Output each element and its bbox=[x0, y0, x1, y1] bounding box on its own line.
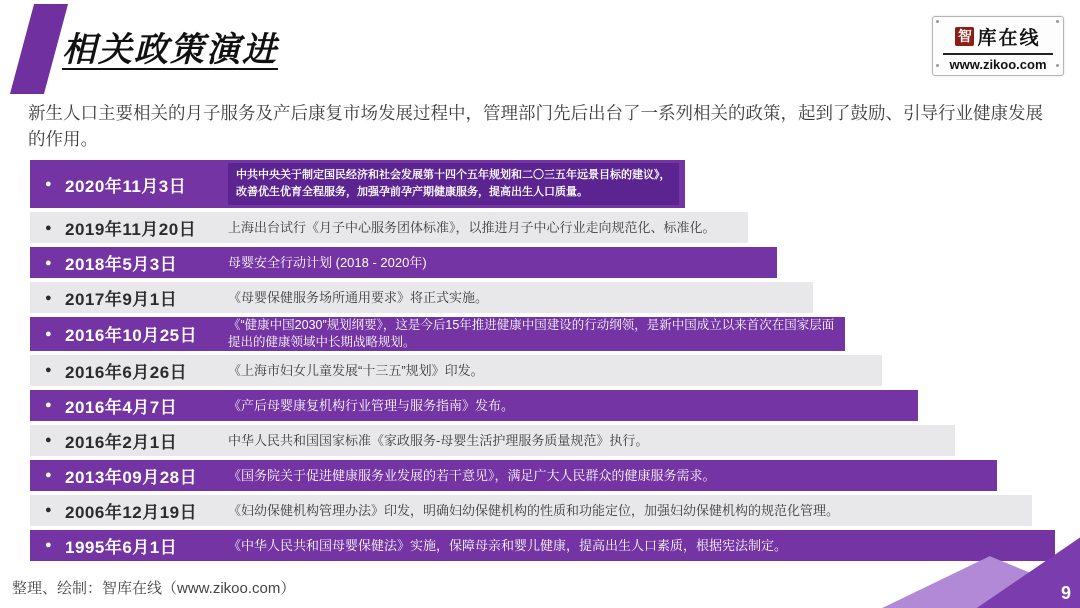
timeline-row bbox=[30, 460, 997, 491]
timeline-date: 2016年10月25日 bbox=[65, 326, 198, 346]
bullet-icon: ● bbox=[45, 364, 52, 377]
timeline-row bbox=[30, 425, 955, 456]
footer-credit: 整理、绘制：智库在线（www.zikoo.com） bbox=[12, 580, 296, 597]
timeline-row bbox=[30, 247, 777, 278]
timeline-date: 2006年12月19日 bbox=[65, 502, 198, 522]
timeline-date: 2016年4月7日 bbox=[65, 397, 178, 417]
header-accent-stripe bbox=[10, 4, 68, 94]
timeline-text: 《产后母婴康复机构行业管理与服务指南》发布。 bbox=[228, 397, 515, 413]
timeline-text: 中共中央关于制定国民经济和社会发展第十四个五年规划和二〇三五年远景目标的建议》，改善优生优育全程服务，加强孕前孕产期健康服务，提高出生人口质量。 bbox=[228, 163, 679, 205]
timeline-date: 2013年09月28日 bbox=[65, 467, 198, 487]
policy-timeline bbox=[30, 160, 1055, 561]
timeline-row bbox=[30, 160, 685, 208]
timeline-row bbox=[30, 355, 882, 386]
bullet-icon: ● bbox=[45, 256, 52, 269]
bullet-icon: ● bbox=[45, 327, 52, 340]
bullet-icon: ● bbox=[45, 469, 52, 482]
timeline-text: 中华人民共和国国家标准《家政服务-母婴生活护理服务质量规范》执行。 bbox=[228, 432, 649, 448]
bullet-icon: ● bbox=[45, 178, 52, 191]
timeline-date: 2020年11月3日 bbox=[65, 176, 187, 196]
timeline-text: 《国务院关于促进健康服务业发展的若干意见》，满足广大人民群众的健康服务需求。 bbox=[228, 467, 716, 483]
timeline-text: 《母婴保健服务场所通用要求》将正式实施。 bbox=[228, 289, 489, 305]
timeline-date: 2019年11月20日 bbox=[65, 220, 197, 240]
intro-paragraph: 新生人口主要相关的月子服务及产后康复市场发展过程中，管理部门先后出台了一系列相关的政策，起到了鼓励、引导行业健康发展的作用。 bbox=[28, 103, 1043, 150]
bullet-icon: ● bbox=[45, 399, 52, 412]
bullet-icon: ● bbox=[45, 504, 52, 517]
timeline-row bbox=[30, 212, 748, 243]
timeline-text: 《“健康中国2030”规划纲要》，这是今后15年推进健康中国建设的行动纲领，是新中国成立以来首次在国家层面提出的健康领域中长期战略规划。 bbox=[228, 318, 835, 349]
timeline-text: 母婴安全行动计划 (2018 - 2020年) bbox=[228, 254, 427, 270]
logo-brand bbox=[943, 23, 1053, 55]
timeline-row bbox=[30, 317, 845, 351]
logo-brand-icon: 智 bbox=[955, 27, 974, 46]
timeline-row bbox=[30, 282, 813, 313]
corner-decoration bbox=[865, 536, 1080, 608]
bullet-icon: ● bbox=[45, 291, 52, 304]
timeline-date: 2018年5月3日 bbox=[65, 255, 178, 275]
logo-brand-text: 库在线 bbox=[977, 28, 1041, 49]
timeline-text: 《中华人民共和国母婴保健法》实施，保障母亲和婴儿健康，提高出生人口素质，根据宪法制定。 bbox=[228, 537, 788, 553]
timeline-text: 上海出台试行《月子中心服务团体标准》，以推进月子中心行业走向规范化、标准化。 bbox=[228, 219, 716, 235]
bullet-icon: ● bbox=[45, 221, 52, 234]
timeline-date: 2016年2月1日 bbox=[65, 432, 178, 452]
zikoo-logo bbox=[932, 16, 1064, 76]
timeline-date: 2017年9月1日 bbox=[65, 290, 178, 310]
timeline-date: 1995年6月1日 bbox=[65, 537, 178, 557]
timeline-row bbox=[30, 495, 1032, 526]
timeline-row bbox=[30, 390, 918, 421]
logo-url: www.zikoo.com bbox=[949, 57, 1047, 72]
timeline-text: 《上海市妇女儿童发展“十三五”规划》印发。 bbox=[228, 362, 484, 378]
bullet-icon: ● bbox=[45, 434, 52, 447]
timeline-text: 《妇幼保健机构管理办法》印发，明确妇幼保健机构的性质和功能定位，加强妇幼保健机构的规范化管理。 bbox=[228, 502, 840, 518]
timeline-date: 2016年6月26日 bbox=[65, 362, 188, 382]
bullet-icon: ● bbox=[45, 539, 52, 552]
page-number: 9 bbox=[1060, 583, 1071, 603]
page-title: 相关政策演进 bbox=[62, 31, 278, 69]
